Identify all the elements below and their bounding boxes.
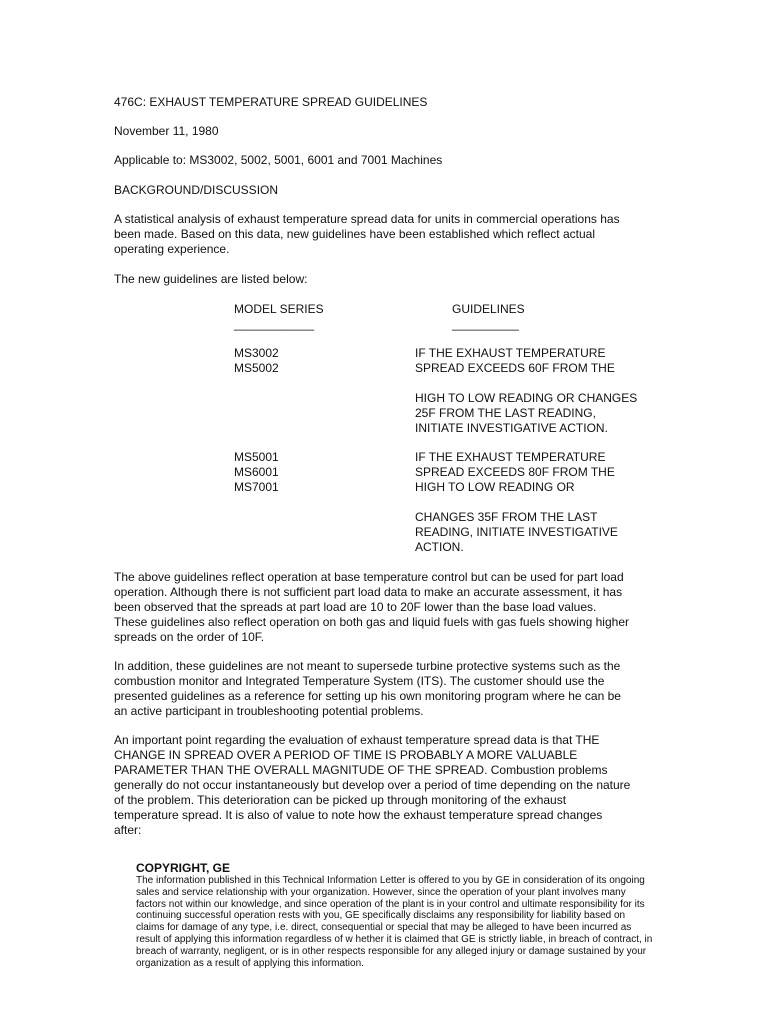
guideline-line: READING, INITIATE INVESTIGATIVE: [415, 525, 618, 539]
text-line: In addition, these guidelines are not meant to supersede turbine protective systems such as the: [114, 659, 621, 673]
copyright-line: factors not within our knowledge, and since operation of the plant is in your control and ultimate responsibility for its: [136, 898, 645, 910]
model-series-header: [234, 302, 324, 332]
applicable-machines: Applicable to: MS3002, 5002, 5001, 6001 and 7001 Machines: [114, 153, 443, 167]
text-line: of the problem. This deterioration can be picked up through monitoring of the exhaust: [114, 793, 567, 807]
text-line: These guidelines also reflect operation on both gas and liquid fuels with gas fuels showing higher: [114, 615, 629, 629]
model-name: MS5001: [234, 450, 279, 464]
guideline-line: SPREAD EXCEEDS 80F FROM THE: [415, 465, 615, 479]
text-line: an active participant in troubleshooting potential problems.: [114, 704, 424, 718]
text-line: operation. Although there is not sufficient part load data to make an accurate assessment, it has: [114, 585, 623, 599]
intro-paragraph: [114, 212, 620, 257]
model-name: MS5002: [234, 361, 279, 375]
guideline-line: INITIATE INVESTIGATIVE ACTION.: [415, 421, 608, 435]
group1-models: [234, 346, 279, 376]
text-line: operating experience.: [114, 242, 230, 256]
model-series-label: MODEL SERIES: [234, 302, 324, 316]
guidelines-underline: __________: [452, 317, 519, 331]
model-name: MS7001: [234, 480, 279, 494]
copyright-line: sales and service relationship with your organization. However, since the operation of your plant involves many: [136, 886, 626, 898]
guideline-line: SPREAD EXCEEDS 60F FROM THE: [415, 361, 615, 375]
model-name: MS6001: [234, 465, 279, 479]
guideline-line: CHANGES 35F FROM THE LAST: [415, 510, 598, 524]
copyright-line: The information published in this Technical Information Letter is offered to you by GE in consideration of its ongoing: [136, 875, 645, 886]
group2-models: [234, 450, 279, 495]
copyright-title: COPYRIGHT, GE: [136, 861, 231, 875]
copyright-line: continuing successful operation rests with you, GE specifically disclaims any responsibility for liability based on: [136, 910, 626, 922]
text-line: PARAMETER THAN THE OVERALL MAGNITUDE OF THE SPREAD. Combustion problems: [114, 763, 608, 777]
guideline-line: IF THE EXHAUST TEMPERATURE: [415, 346, 606, 360]
model-series-underline: ____________: [234, 317, 315, 331]
guidelines-label: GUIDELINES: [452, 302, 525, 316]
list-intro: The new guidelines are listed below:: [114, 272, 308, 286]
line-gap: [415, 495, 618, 510]
text-line: been made. Based on this data, new guidelines have been established which reflect actual: [114, 227, 595, 241]
guideline-line: HIGH TO LOW READING OR: [415, 480, 575, 494]
model-name: MS3002: [234, 346, 279, 360]
guideline-line: IF THE EXHAUST TEMPERATURE: [415, 450, 606, 464]
text-line: An important point regarding the evaluation of exhaust temperature spread data is that THE: [114, 733, 600, 747]
paragraph-base-temperature: [114, 570, 629, 645]
text-line: temperature spread. It is also of value to note how the exhaust temperature spread changes: [114, 808, 603, 822]
guideline-line: 25F FROM THE LAST READING,: [415, 406, 596, 420]
paragraph-important-point: [114, 733, 630, 838]
paragraph-protective-systems: [114, 659, 621, 719]
text-line: presented guidelines as a reference for setting up his own monitoring program where he can be: [114, 689, 621, 703]
guideline-line: ACTION.: [415, 540, 464, 554]
guideline-line: HIGH TO LOW READING OR CHANGES: [415, 391, 638, 405]
text-line: The above guidelines reflect operation at base temperature control but can be used for part load: [114, 570, 624, 584]
line-gap: [415, 376, 637, 391]
section-heading: BACKGROUND/DISCUSSION: [114, 183, 279, 197]
text-line: combustion monitor and Integrated Temperature System (ITS). The customer should use the: [114, 674, 605, 688]
copyright-line: result of applying this information regardless of w hether it is claimed that GE is strictly liable, in breach of contract, in: [136, 933, 653, 945]
guidelines-header: [452, 302, 525, 332]
text-line: A statistical analysis of exhaust temperature spread data for units in commercial operations has: [114, 212, 620, 226]
copyright-line: claims for damage of any type, i.e. direct, consequential or special that may be alleged to have been incurred as: [136, 922, 632, 934]
text-line: been observed that the spreads at part load are 10 to 20F lower than the base load values.: [114, 600, 597, 614]
group2-guideline: [415, 450, 618, 555]
copyright-line: breach of warranty, negligent, or is in other respects responsible for any alleged injury or damage sustained by your: [136, 945, 647, 957]
group1-guideline: [415, 346, 637, 436]
document-title: 476C: EXHAUST TEMPERATURE SPREAD GUIDELINES: [114, 95, 428, 109]
copyright-line: organization as a result of applying this information.: [136, 957, 364, 969]
copyright-notice: [136, 875, 652, 969]
text-line: spreads on the order of 10F.: [114, 630, 265, 644]
text-line: after:: [114, 823, 142, 837]
document-date: November 11, 1980: [114, 124, 219, 138]
text-line: generally do not occur instantaneously but develop over a period of time depending on the nature: [114, 778, 631, 792]
text-line: CHANGE IN SPREAD OVER A PERIOD OF TIME IS PROBABLY A MORE VALUABLE: [114, 748, 578, 762]
